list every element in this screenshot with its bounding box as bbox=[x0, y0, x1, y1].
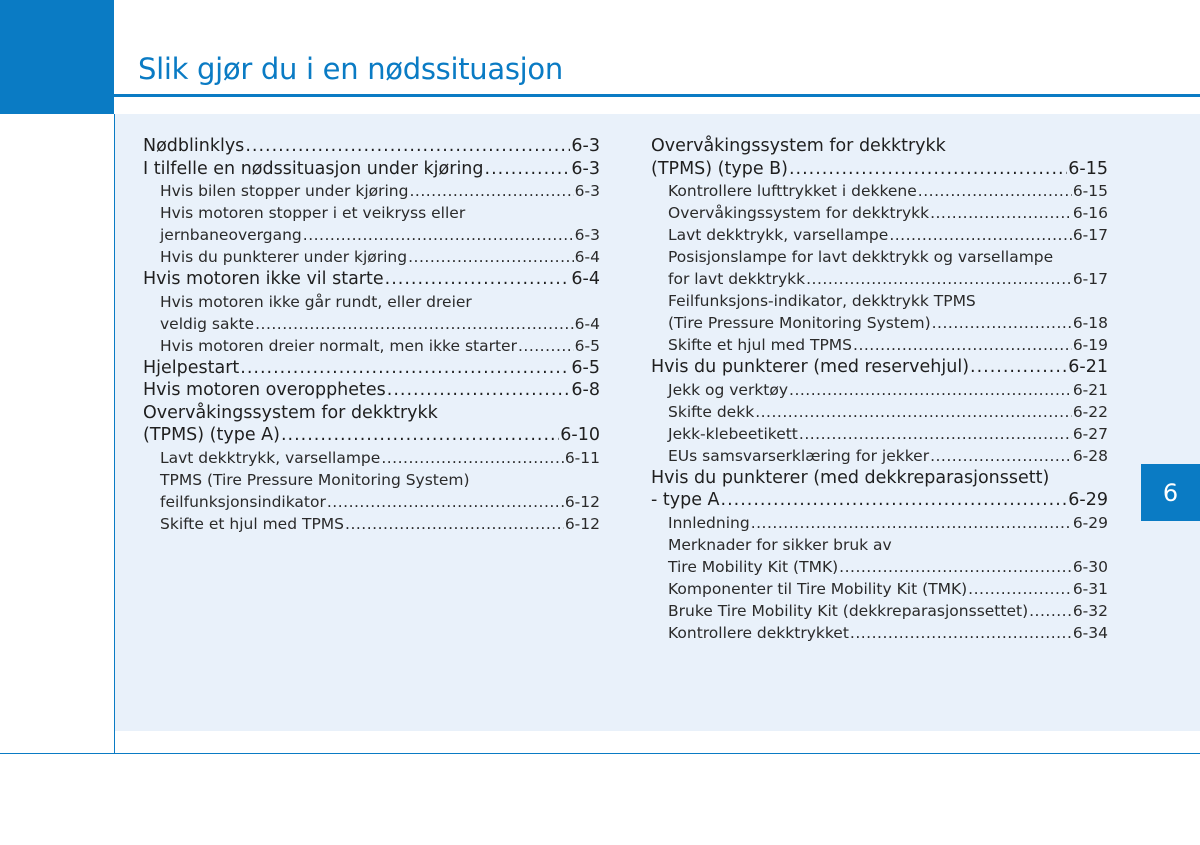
dot-leader bbox=[839, 556, 1072, 578]
toc-entry-title: Posisjonslampe for lavt dekktrykk og varsellampe bbox=[668, 248, 1054, 266]
dot-leader bbox=[245, 135, 570, 158]
toc-page-number: 6-18 bbox=[1072, 314, 1108, 332]
toc-page-number: 6-21 bbox=[1068, 357, 1108, 377]
toc-page-number: 6-4 bbox=[574, 248, 600, 266]
toc-subentry[interactable] bbox=[668, 268, 1108, 290]
toc-subentry[interactable] bbox=[668, 246, 1108, 268]
toc-subentry[interactable] bbox=[160, 291, 600, 313]
toc-entry-title: Overvåkingssystem for dekktrykk bbox=[651, 136, 946, 156]
toc-subentry[interactable] bbox=[668, 423, 1108, 445]
toc-subentry[interactable] bbox=[160, 224, 600, 246]
toc-page-number: 6-3 bbox=[571, 136, 600, 156]
toc-page-number: 6-3 bbox=[574, 182, 600, 200]
dot-leader bbox=[918, 180, 1072, 202]
toc-page-number: 6-5 bbox=[571, 357, 600, 378]
dot-leader bbox=[751, 512, 1072, 534]
toc-entry-title: Hvis bilen stopper under kjøring bbox=[160, 182, 409, 200]
toc-page-number: 6-11 bbox=[564, 448, 600, 467]
dot-leader bbox=[930, 445, 1072, 467]
toc-page-number: 6-5 bbox=[574, 336, 600, 355]
toc-entry-title: veldig sakte bbox=[160, 314, 255, 333]
toc-entry[interactable] bbox=[651, 158, 1108, 181]
dot-leader bbox=[930, 202, 1072, 224]
toc-entry-title: EUs samsvarserklæring for jekker bbox=[668, 446, 930, 465]
toc-subentry[interactable] bbox=[160, 202, 600, 224]
toc-subentry[interactable] bbox=[668, 202, 1108, 224]
toc-entry-title: (Tire Pressure Monitoring System) bbox=[668, 314, 931, 332]
toc-entry-title: Overvåkingssystem for dekktrykk bbox=[668, 204, 930, 222]
toc-entry[interactable] bbox=[651, 135, 1108, 158]
toc-page-number: 6-34 bbox=[1072, 623, 1108, 642]
toc-entry-title: Hjelpestart bbox=[143, 357, 240, 378]
toc-left-column bbox=[143, 135, 600, 535]
dot-leader bbox=[281, 424, 559, 447]
toc-page-number: 6-22 bbox=[1072, 402, 1108, 421]
toc-subentry[interactable] bbox=[160, 491, 600, 513]
toc-entry-title: (TPMS) (type A) bbox=[143, 425, 280, 445]
dot-leader bbox=[789, 379, 1072, 401]
toc-entry[interactable] bbox=[143, 424, 600, 447]
dot-leader bbox=[755, 401, 1072, 423]
dot-leader bbox=[932, 312, 1072, 334]
toc-entry-title: Jekk-klebeetikett bbox=[668, 424, 798, 443]
toc-subentry[interactable] bbox=[668, 401, 1108, 423]
toc-entry-title: Innledning bbox=[668, 513, 750, 532]
toc-entry-title: Overvåkingssystem for dekktrykk bbox=[143, 402, 438, 423]
toc-subentry[interactable] bbox=[160, 180, 600, 202]
toc-entry-title: Hvis motoren ikke går rundt, eller dreier bbox=[160, 292, 472, 311]
toc-entry[interactable] bbox=[143, 158, 600, 181]
dot-leader bbox=[806, 268, 1072, 290]
dot-leader bbox=[799, 423, 1072, 445]
toc-entry[interactable] bbox=[651, 489, 1108, 512]
toc-entry-title: Hvis du punkterer under kjøring bbox=[160, 248, 408, 266]
toc-page-number: 6-28 bbox=[1072, 446, 1108, 465]
toc-subentry[interactable] bbox=[160, 335, 600, 357]
dot-leader bbox=[518, 335, 574, 357]
toc-entry-title: Tire Mobility Kit (TMK) bbox=[668, 557, 839, 576]
toc-subentry[interactable] bbox=[668, 180, 1108, 202]
toc-page-number: 6-15 bbox=[1072, 182, 1108, 200]
toc-entry-title: I tilfelle en nødssituasjon under kjøring bbox=[143, 158, 484, 179]
toc-page-number: 6-30 bbox=[1072, 557, 1108, 576]
toc-entry-title: TPMS (Tire Pressure Monitoring System) bbox=[160, 470, 470, 489]
toc-entry[interactable] bbox=[143, 379, 600, 402]
toc-entry-title: Hvis motoren dreier normalt, men ikke starter bbox=[160, 336, 517, 355]
dot-leader bbox=[409, 180, 573, 202]
toc-page-number: 6-17 bbox=[1072, 270, 1108, 288]
title-underline bbox=[114, 94, 1200, 97]
toc-entry-title: Skifte et hjul med TPMS bbox=[160, 514, 345, 533]
toc-entry-title: Hvis du punkterer (med reservehjul) bbox=[651, 357, 970, 377]
toc-page-number: 6-29 bbox=[1068, 490, 1108, 510]
dot-leader bbox=[255, 313, 574, 335]
dot-leader bbox=[327, 491, 564, 513]
toc-entry-title: Hvis motoren overopphetes bbox=[143, 380, 386, 400]
toc-subentry[interactable] bbox=[668, 622, 1108, 644]
toc-entry-title: Skifte dekk bbox=[668, 402, 755, 421]
bottom-rule bbox=[0, 753, 1200, 754]
toc-entry-title: - type A bbox=[651, 490, 720, 510]
toc-subentry[interactable] bbox=[160, 246, 600, 268]
toc-page-number: 6-4 bbox=[574, 314, 600, 333]
dot-leader bbox=[345, 513, 564, 535]
toc-entry-title: Hvis motoren stopper i et veikryss eller bbox=[160, 204, 466, 222]
toc-subentry[interactable] bbox=[668, 556, 1108, 578]
toc-entry[interactable] bbox=[651, 467, 1108, 490]
toc-subentry[interactable] bbox=[160, 469, 600, 491]
dot-leader bbox=[387, 379, 571, 402]
toc-entry-title: Kontrollere dekktrykket bbox=[668, 623, 849, 642]
toc-entry-title: Hvis du punkterer (med dekkreparasjonssett) bbox=[651, 467, 1050, 488]
toc-entry-title: (TPMS) (type B) bbox=[651, 158, 788, 179]
toc-entry-title: Lavt dekktrykk, varsellampe bbox=[160, 448, 381, 467]
toc-page-number: 6-15 bbox=[1068, 158, 1108, 179]
dot-leader bbox=[889, 224, 1072, 246]
dot-leader bbox=[240, 357, 570, 380]
toc-subentry[interactable] bbox=[668, 445, 1108, 467]
dot-leader bbox=[303, 224, 574, 246]
toc-entry[interactable] bbox=[143, 357, 600, 380]
toc-entry-title: Lavt dekktrykk, varsellampe bbox=[668, 226, 889, 244]
toc-page-number: 6-29 bbox=[1072, 513, 1108, 532]
dot-leader bbox=[853, 334, 1072, 356]
dot-leader bbox=[850, 622, 1072, 644]
dot-leader bbox=[721, 489, 1068, 512]
toc-entry-title: feilfunksjonsindikator bbox=[160, 492, 326, 511]
dot-leader bbox=[1029, 600, 1072, 622]
toc-entry-title: for lavt dekktrykk bbox=[668, 270, 806, 288]
dot-leader bbox=[485, 158, 571, 181]
toc-entry-title: Nødblinklys bbox=[143, 136, 245, 156]
toc-subentry[interactable] bbox=[668, 290, 1108, 312]
toc-page-number: 6-3 bbox=[574, 226, 600, 244]
toc-page-number: 6-10 bbox=[560, 425, 600, 445]
toc-entry-title: Skifte et hjul med TPMS bbox=[668, 336, 853, 354]
toc-subentry[interactable] bbox=[160, 513, 600, 535]
toc-subentry[interactable] bbox=[668, 312, 1108, 334]
toc-entry-title: Jekk og verktøy bbox=[668, 380, 789, 399]
dot-leader bbox=[970, 356, 1067, 379]
toc-page-number: 6-16 bbox=[1072, 204, 1108, 222]
toc-entry-title: Hvis motoren ikke vil starte bbox=[143, 269, 384, 289]
dot-leader bbox=[968, 578, 1072, 600]
toc-entry-title: Komponenter til Tire Mobility Kit (TMK) bbox=[668, 579, 968, 598]
toc-entry-title: Feilfunksjons-indikator, dekktrykk TPMS bbox=[668, 292, 976, 310]
toc-page-number: 6-21 bbox=[1072, 380, 1108, 399]
toc-entry[interactable] bbox=[143, 402, 600, 425]
toc-page-number: 6-27 bbox=[1072, 424, 1108, 443]
toc-entry[interactable] bbox=[143, 268, 600, 291]
toc-entry-title: Bruke Tire Mobility Kit (dekkreparasjonssettet) bbox=[668, 601, 1029, 620]
toc-subentry[interactable] bbox=[668, 512, 1108, 534]
toc-subentry[interactable] bbox=[160, 313, 600, 335]
toc-page-number: 6-12 bbox=[564, 514, 600, 533]
left-margin-rule bbox=[114, 114, 115, 754]
page-title: Slik gjør du i en nødssituasjon bbox=[138, 52, 563, 86]
toc-page-number: 6-19 bbox=[1072, 336, 1108, 354]
toc-page-number: 6-8 bbox=[571, 380, 600, 400]
toc-page-number: 6-31 bbox=[1072, 579, 1108, 598]
toc-entry-title: Kontrollere lufttrykket i dekkene bbox=[668, 182, 917, 200]
toc-page-number: 6-12 bbox=[564, 492, 600, 511]
toc-page-number: 6-17 bbox=[1072, 226, 1108, 244]
toc-subentry[interactable] bbox=[668, 534, 1108, 556]
dot-leader bbox=[789, 158, 1067, 181]
toc-entry[interactable] bbox=[143, 135, 600, 158]
toc-page-number: 6-32 bbox=[1072, 601, 1108, 620]
toc-subentry[interactable] bbox=[160, 447, 600, 469]
dot-leader bbox=[408, 246, 574, 268]
toc-subentry[interactable] bbox=[668, 578, 1108, 600]
toc-subentry[interactable] bbox=[668, 334, 1108, 356]
toc-subentry[interactable] bbox=[668, 600, 1108, 622]
dot-leader bbox=[381, 447, 564, 469]
toc-entry-title: jernbaneovergang bbox=[160, 226, 302, 244]
toc-right-column bbox=[651, 135, 1108, 644]
toc-subentry[interactable] bbox=[668, 379, 1108, 401]
toc-entry-title: Merknader for sikker bruk av bbox=[668, 535, 892, 554]
toc-page-number: 6-4 bbox=[571, 269, 600, 289]
toc-subentry[interactable] bbox=[668, 224, 1108, 246]
toc-page-number: 6-3 bbox=[571, 158, 600, 179]
corner-block bbox=[0, 0, 114, 114]
chapter-tab[interactable]: 6 bbox=[1141, 464, 1200, 521]
toc-entry[interactable] bbox=[651, 356, 1108, 379]
dot-leader bbox=[385, 268, 571, 291]
